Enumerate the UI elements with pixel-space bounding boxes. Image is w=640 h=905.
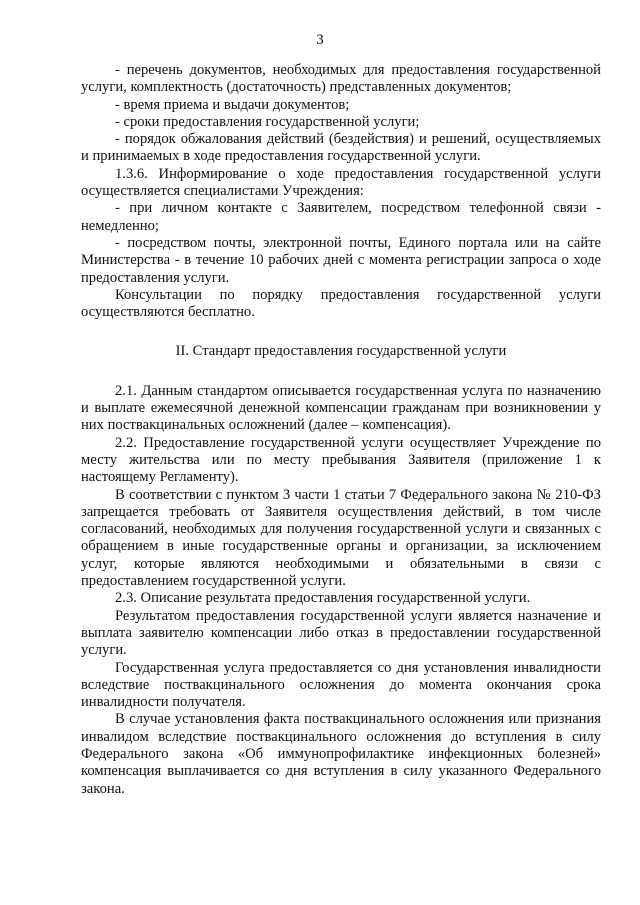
paragraph: Консультации по порядку предоставления государственной услуги осуществляются бесплатно. bbox=[81, 286, 601, 321]
page-number: 3 bbox=[316, 32, 324, 48]
paragraph: В соответствии с пунктом 3 части 1 статьи 7 Федерального закона № 210-ФЗ запрещается требовать от Заявителя осуществления действий, в том числе согласований, необходимых для получения государственной услуги и связанных с обращением в иные государственные органы и организации, за исключением услуг, которые являются необходимыми и обязательными в связи с предоставлением государственной услуги. bbox=[81, 486, 601, 590]
section-title: II. Стандарт предоставления государственной услуги bbox=[175, 343, 507, 360]
paragraph: - перечень документов, необходимых для предоставления государственной услуги, комплектность (достаточность) представленных документов; bbox=[81, 62, 601, 96]
paragraph: 1.3.6. Информирование о ходе предоставления государственной услуги осуществляется специалистами Учреждения: bbox=[81, 165, 601, 200]
paragraph: - при личном контакте с Заявителем, посредством телефонной связи - немедленно; bbox=[81, 200, 601, 234]
paragraph: - сроки предоставления государственной услуги; bbox=[115, 113, 420, 130]
paragraph: - посредством почты, электронной почты, Единого портала или на сайте Министерства - в течение 10 рабочих дней с момента регистрации запроса о ходе предоставления услуги. bbox=[81, 234, 601, 286]
paragraph: В случае установления факта поствакцинального осложнения или признания инвалидом вследствие поствакцинального осложнения до вступления в силу Федерального закона «Об иммунопрофилактике инфекционных болезней» компенсация выплачивается со дня вступления в силу указанного Федерального закона. bbox=[81, 711, 601, 797]
paragraph: - порядок обжалования действий (бездействия) и решений, осуществляемых и принимаемых в ходе предоставления государственной услуги. bbox=[81, 131, 601, 165]
paragraph: 2.3. Описание результата предоставления государственной услуги. bbox=[115, 590, 531, 607]
paragraph: 2.1. Данным стандартом описывается государственная услуга по назначению и выплате ежемесячной денежной компенсации гражданам при возникновении у них поствакцинальных осложнений (далее – компенсация). bbox=[81, 382, 601, 434]
document-body bbox=[81, 62, 601, 798]
paragraph: - время приема и выдачи документов; bbox=[115, 96, 350, 113]
paragraph: Результатом предоставления государственной услуги является назначение и выплата заявителю компенсации либо отказ в предоставлении государственной услуги. bbox=[81, 607, 601, 659]
paragraph: Государственная услуга предоставляется со дня установления инвалидности вследствие поствакцинального осложнения до момента окончания срока инвалидности получателя. bbox=[81, 659, 601, 711]
paragraph: 2.2. Предоставление государственной услуги осуществляет Учреждение по месту жительства или по месту пребывания Заявителя (приложение 1 к настоящему Регламенту). bbox=[81, 434, 601, 486]
